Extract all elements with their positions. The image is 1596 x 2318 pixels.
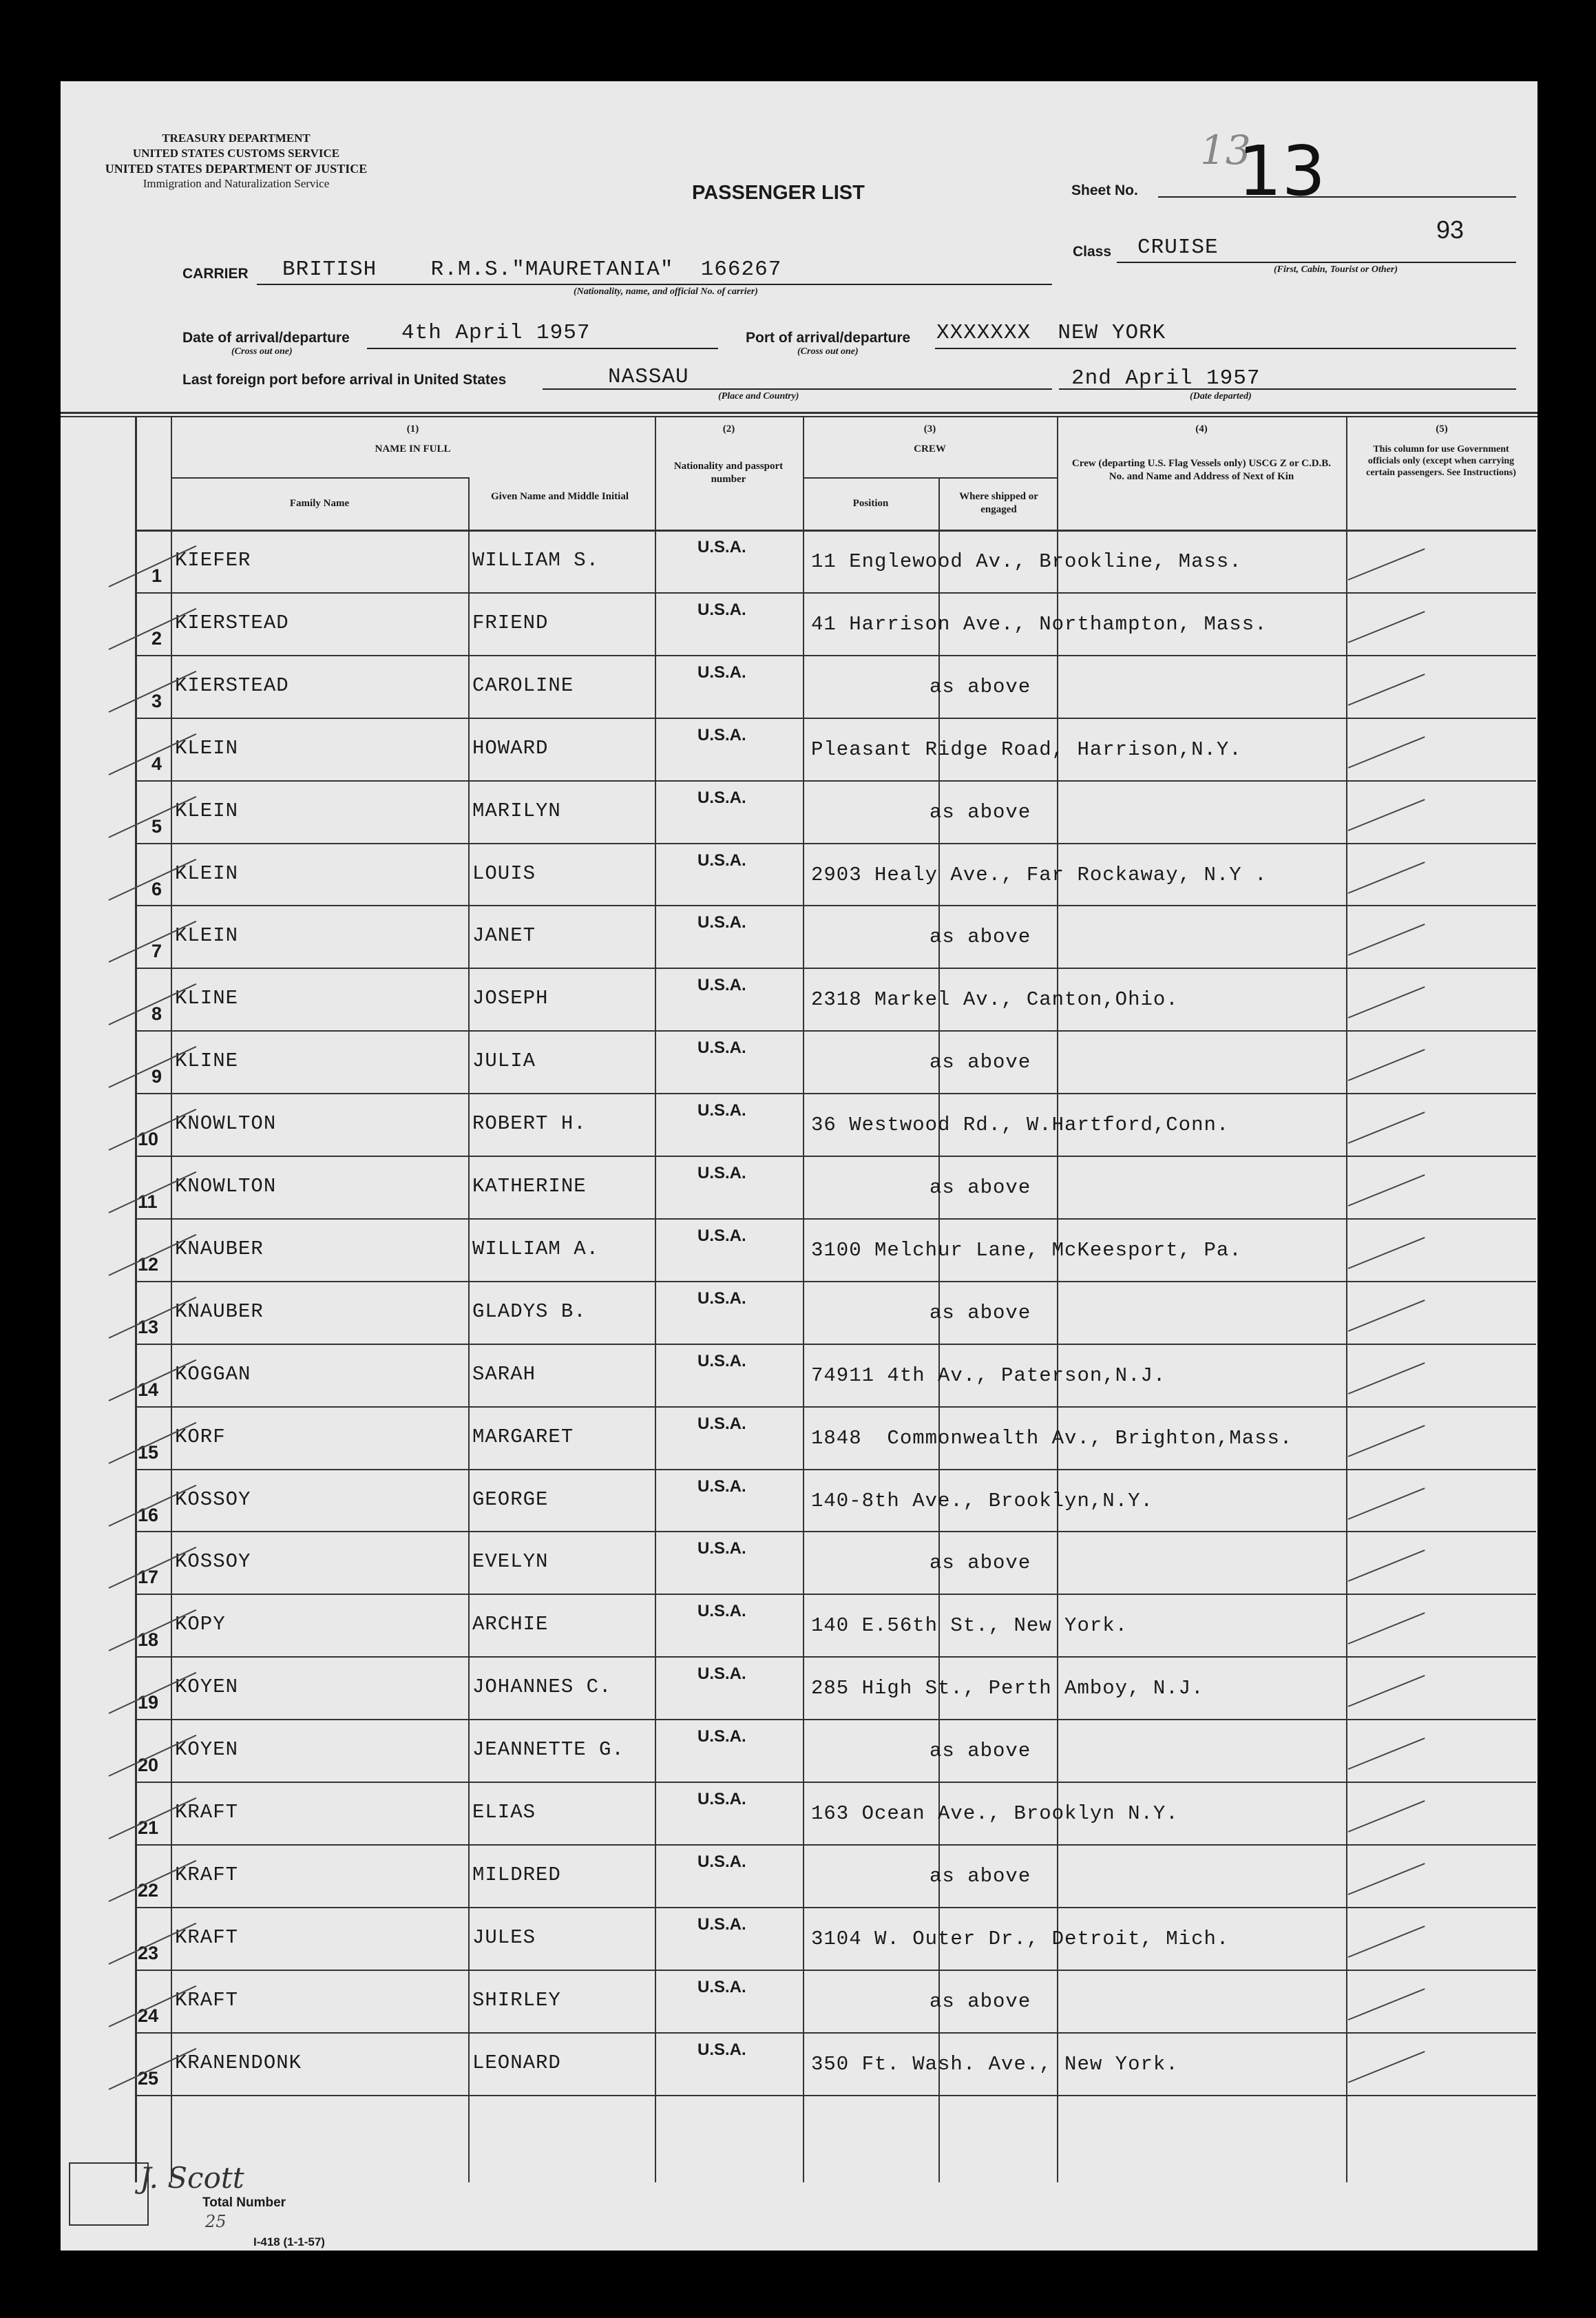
row-number: 9 (151, 1066, 162, 1087)
address: 350 Ft. Wash. Ave., New York. (811, 2053, 1179, 2076)
row-number: 19 (138, 1692, 159, 1713)
family-name: KLINE (175, 1050, 239, 1072)
given-name: CAROLINE (472, 674, 574, 697)
col-nationality: Nationality and passport number (673, 461, 784, 485)
class-note: (First, Cabin, Tourist or Other) (1274, 264, 1398, 275)
row-number: 20 (138, 1755, 159, 1775)
address: Pleasant Ridge Road, Harrison,N.Y. (811, 738, 1242, 761)
check-mark-icon (1348, 736, 1425, 769)
row-number: 4 (151, 753, 162, 774)
nationality: U.S.A. (697, 1289, 746, 1308)
row-number: 10 (138, 1129, 159, 1149)
check-mark-icon (1348, 1237, 1425, 1269)
row-number: 5 (151, 816, 162, 837)
nationality: U.S.A. (697, 1414, 746, 1433)
check-mark-icon (1348, 1049, 1425, 1081)
check-mark-icon (1348, 1425, 1425, 1457)
family-name: KNAUBER (175, 1300, 264, 1323)
check-mark-icon (1348, 1111, 1425, 1144)
nationality: U.S.A. (697, 1477, 746, 1496)
family-name: KOGGAN (175, 1363, 251, 1386)
check-mark-icon (1348, 799, 1425, 831)
passenger-list-sheet (61, 81, 1537, 2251)
col-where-shipped: Where shipped or engaged (959, 491, 1038, 515)
row-number: 2 (151, 628, 162, 649)
given-name: WILLIAM A. (472, 1238, 600, 1260)
nationality: U.S.A. (697, 1164, 746, 1182)
col-given-name: Given Name and Middle Initial (490, 491, 629, 502)
signature: J. Scott (140, 2161, 244, 2195)
family-name: KIERSTEAD (175, 612, 289, 634)
last-port-label: Last foreign port before arrival in United States (182, 372, 507, 388)
check-mark-icon (1348, 1737, 1425, 1770)
nationality: U.S.A. (697, 1978, 746, 1996)
nationality: U.S.A. (697, 789, 746, 807)
address: as above (930, 1176, 1031, 1199)
agency-line: TREASURY DEPARTMENT (162, 132, 311, 145)
address: 2903 Healy Ave., Far Rockaway, N.Y . (811, 864, 1268, 886)
carrier-note: (Nationality, name, and official No. of carrier) (574, 286, 758, 297)
check-mark-icon (1348, 674, 1425, 706)
nationality: U.S.A. (697, 851, 746, 870)
given-name: LEONARD (472, 2051, 561, 2074)
carrier-label: CARRIER (182, 266, 249, 282)
col-position: Position (852, 498, 889, 509)
given-name: GLADYS B. (472, 1300, 587, 1323)
family-name: KRAFT (175, 1926, 239, 1949)
check-mark-icon (1348, 2051, 1425, 2083)
address: 74911 4th Av., Paterson,N.J. (811, 1364, 1166, 1387)
check-mark-icon (1348, 548, 1425, 581)
check-mark-icon (1348, 1925, 1425, 1958)
given-name: KATHERINE (472, 1175, 587, 1198)
family-name: KIERSTEAD (175, 674, 289, 697)
family-name: KIEFER (175, 549, 251, 572)
check-mark-icon (1348, 1549, 1425, 1582)
row-number: 12 (138, 1254, 159, 1275)
given-name: LOUIS (472, 862, 536, 885)
arrival-date-label: Date of arrival/departure (182, 330, 350, 346)
address: as above (930, 1051, 1031, 1074)
form-number: I-418 (1-1-57) (253, 2235, 325, 2248)
check-mark-icon (1348, 1362, 1425, 1395)
sheet-label: Sheet No. (1071, 182, 1138, 198)
nationality: U.S.A. (697, 726, 746, 744)
family-name: KOYEN (175, 1675, 239, 1698)
nationality: U.S.A. (697, 1352, 746, 1370)
row-number: 23 (138, 1943, 159, 1963)
nationality: U.S.A. (697, 1852, 746, 1871)
row-number: 24 (138, 2005, 159, 2026)
nationality: U.S.A. (697, 913, 746, 932)
date-departed-note: (Date departed) (1190, 391, 1252, 401)
date-departed-value: 2nd April 1957 (1071, 366, 1261, 390)
col-next-of-kin: Crew (departing U.S. Flag Vessels only) USCG Z or C.D.B. No. and Name and Address of Next of Kin (1071, 458, 1332, 482)
check-mark-icon (1348, 923, 1425, 956)
family-name: KRAFT (175, 1989, 239, 2012)
row-number: 11 (138, 1191, 158, 1212)
address: as above (930, 1990, 1031, 2013)
port-label: Port of arrival/departure (746, 330, 911, 346)
nationality: U.S.A. (697, 1727, 746, 1746)
nationality: U.S.A. (697, 1038, 746, 1057)
check-mark-icon (1348, 1800, 1425, 1833)
address: 140-8th Ave., Brooklyn,N.Y. (811, 1490, 1153, 1512)
given-name: SHIRLEY (472, 1989, 561, 2012)
sheet-number-small: 13 (1200, 127, 1251, 174)
address: 285 High St., Perth Amboy, N.J. (811, 1677, 1204, 1700)
row-number: 18 (138, 1629, 159, 1650)
given-name: ARCHIE (472, 1613, 549, 1636)
last-port-note: (Place and Country) (718, 391, 799, 401)
total-box (69, 2162, 149, 2226)
arrival-date-value: 4th April 1957 (401, 321, 591, 345)
row-number: 3 (151, 691, 162, 711)
family-name: KRANENDONK (175, 2051, 302, 2074)
row-number: 8 (151, 1003, 162, 1024)
given-name: WILLIAM S. (472, 549, 600, 572)
family-name: KLEIN (175, 737, 239, 760)
nationality: U.S.A. (697, 2040, 746, 2059)
family-name: KOSSOY (175, 1488, 251, 1511)
nationality: U.S.A. (697, 1226, 746, 1245)
given-name: JOHANNES C. (472, 1675, 612, 1698)
check-mark-icon (1348, 1612, 1425, 1644)
given-name: JEANNETTE G. (472, 1738, 624, 1761)
given-name: JANET (472, 924, 536, 947)
arrival-date-note: (Cross out one) (231, 346, 293, 357)
row-number: 21 (138, 1817, 159, 1838)
nationality: U.S.A. (697, 1101, 746, 1120)
agency-line: UNITED STATES CUSTOMS SERVICE (132, 147, 340, 160)
address: 11 Englewood Av., Brookline, Mass. (811, 550, 1242, 573)
col-4-number: (4) (1195, 424, 1208, 435)
nationality: U.S.A. (697, 1539, 746, 1558)
row-number: 14 (138, 1379, 159, 1400)
family-name: KRAFT (175, 1863, 239, 1886)
col-1-title: NAME IN FULL (375, 443, 451, 455)
row-number: 25 (138, 2068, 159, 2089)
col-family-name: Family Name (289, 498, 350, 509)
given-name: MILDRED (472, 1863, 561, 1886)
check-mark-icon (1348, 1863, 1425, 1895)
given-name: ROBERT H. (472, 1112, 587, 1135)
check-mark-icon (1348, 1988, 1425, 2021)
class-label: Class (1073, 244, 1112, 260)
row-number: 7 (151, 941, 162, 961)
given-name: HOWARD (472, 737, 549, 760)
nationality: U.S.A. (697, 663, 746, 682)
address: 140 E.56th St., New York. (811, 1614, 1128, 1637)
given-name: JULIA (472, 1050, 536, 1072)
col-1-number: (1) (406, 424, 419, 435)
passenger-table (61, 81, 1537, 2251)
form-title: PASSENGER LIST (692, 182, 865, 204)
agency-line: Immigration and Naturalization Service (143, 177, 330, 190)
address: as above (930, 676, 1031, 698)
address: as above (930, 1865, 1031, 1888)
family-name: KOPY (175, 1613, 226, 1636)
address: 163 Ocean Ave., Brooklyn N.Y. (811, 1802, 1179, 1825)
col-crew: CREW (914, 443, 946, 455)
address: as above (930, 1552, 1031, 1574)
port-note: (Cross out one) (797, 346, 859, 357)
col-2-number: (2) (722, 424, 735, 435)
address: as above (930, 801, 1031, 824)
agency-line: UNITED STATES DEPARTMENT OF JUSTICE (105, 162, 368, 176)
nationality: U.S.A. (697, 1664, 746, 1683)
address: 2318 Markel Av., Canton,Ohio. (811, 988, 1179, 1011)
nationality: U.S.A. (697, 1790, 746, 1808)
check-mark-icon (1348, 611, 1425, 643)
family-name: KORF (175, 1426, 226, 1448)
given-name: MARGARET (472, 1426, 574, 1448)
given-name: FRIEND (472, 612, 549, 634)
row-number: 22 (138, 1880, 159, 1901)
nationality: U.S.A. (697, 1602, 746, 1620)
address: as above (930, 1740, 1031, 1762)
family-name: KOYEN (175, 1738, 239, 1761)
given-name: SARAH (472, 1363, 536, 1386)
address: 36 Westwood Rd., W.Hartford,Conn. (811, 1114, 1230, 1136)
row-number: 1 (151, 565, 162, 586)
port-value: XXXXXXX NEW YORK (936, 321, 1166, 345)
nationality: U.S.A. (697, 976, 746, 994)
check-mark-icon (1348, 1487, 1425, 1520)
given-name: GEORGE (472, 1488, 549, 1511)
row-number: 16 (138, 1505, 159, 1525)
nationality: U.S.A. (697, 1915, 746, 1934)
address: as above (930, 926, 1031, 948)
last-port-value: NASSAU (608, 365, 689, 389)
sheet-number: 13 (1238, 131, 1326, 211)
row-number: 15 (138, 1442, 159, 1463)
given-name: EVELYN (472, 1550, 549, 1573)
row-number: 17 (138, 1567, 159, 1587)
nationality: U.S.A. (697, 601, 746, 619)
given-name: JOSEPH (472, 987, 549, 1010)
check-mark-icon (1348, 986, 1425, 1019)
family-name: KOSSOY (175, 1550, 251, 1573)
address: 1848 Commonwealth Av., Brighton,Mass. (811, 1427, 1293, 1450)
row-number: 6 (151, 879, 162, 899)
check-mark-icon (1348, 862, 1425, 894)
row-number: 13 (138, 1317, 159, 1337)
check-mark-icon (1348, 1174, 1425, 1207)
family-name: KRAFT (175, 1801, 239, 1824)
address: 3100 Melchur Lane, McKeesport, Pa. (811, 1239, 1242, 1262)
family-name: KNAUBER (175, 1238, 264, 1260)
family-name: KNOWLTON (175, 1175, 277, 1198)
check-mark-icon (1348, 1675, 1425, 1707)
page-number: 93 (1436, 216, 1464, 244)
given-name: ELIAS (472, 1801, 536, 1824)
total-value: 25 (205, 2212, 227, 2231)
address: 3104 W. Outer Dr., Detroit, Mich. (811, 1928, 1230, 1950)
family-name: KLEIN (175, 862, 239, 885)
col-5-number: (5) (1436, 424, 1448, 435)
class-value: CRUISE (1137, 236, 1219, 260)
check-mark-icon (1348, 1299, 1425, 1332)
family-name: KLEIN (175, 800, 239, 822)
nationality: U.S.A. (697, 538, 746, 556)
given-name: JULES (472, 1926, 536, 1949)
col-3-number: (3) (923, 424, 936, 435)
family-name: KLINE (175, 987, 239, 1010)
address: 41 Harrison Ave., Northampton, Mass. (811, 613, 1268, 636)
family-name: KNOWLTON (175, 1112, 277, 1135)
family-name: KLEIN (175, 924, 239, 947)
total-label: Total Number (202, 2195, 286, 2210)
col-official-use: This column for use Government officials only (except when carrying certain passengers. See Instructions) (1366, 444, 1516, 478)
address: as above (930, 1302, 1031, 1324)
given-name: MARILYN (472, 800, 561, 822)
carrier-value: BRITISH R.M.S."MAURETANIA" 166267 (282, 258, 782, 282)
